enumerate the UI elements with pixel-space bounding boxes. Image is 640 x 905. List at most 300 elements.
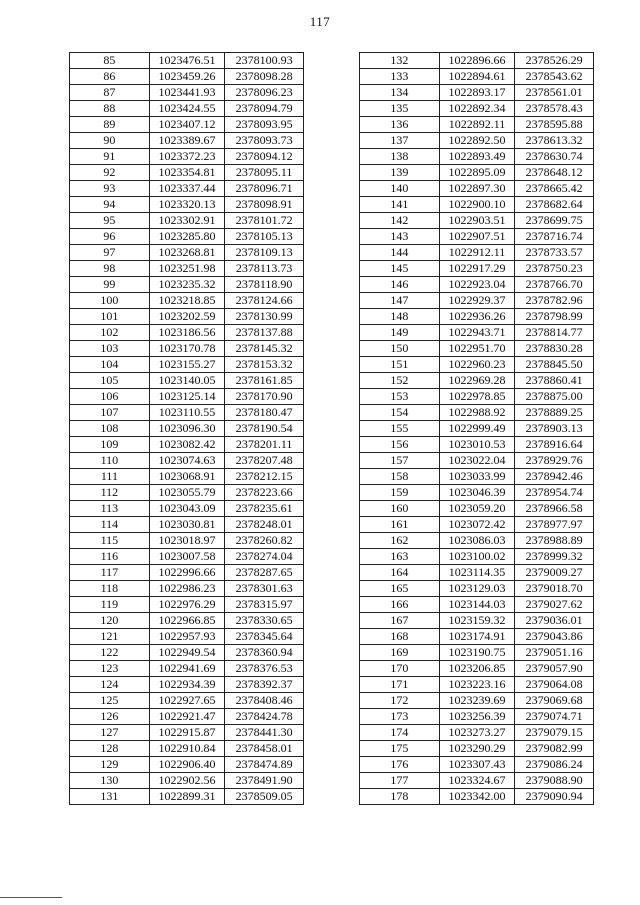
table-row — [360, 357, 594, 373]
table-row — [70, 533, 304, 549]
point-number-cell: 118 — [70, 581, 150, 597]
y-coordinate-cell: 2379086.24 — [515, 757, 594, 773]
point-number-cell: 132 — [360, 53, 440, 69]
x-coordinate-cell: 1023030.81 — [149, 517, 224, 533]
table-row — [70, 341, 304, 357]
x-coordinate-cell: 1023424.55 — [149, 101, 224, 117]
table-row — [70, 565, 304, 581]
table-row — [70, 501, 304, 517]
table-row — [360, 165, 594, 181]
table-row — [70, 757, 304, 773]
y-coordinate-cell: 2378248.01 — [225, 517, 304, 533]
y-coordinate-cell: 2379090.94 — [515, 789, 594, 805]
table-row — [360, 405, 594, 421]
table-row — [70, 597, 304, 613]
point-number-cell: 89 — [70, 117, 150, 133]
table-row — [70, 261, 304, 277]
y-coordinate-cell: 2379074.71 — [515, 709, 594, 725]
y-coordinate-cell: 2378274.04 — [225, 549, 304, 565]
y-coordinate-cell: 2378814.77 — [515, 325, 594, 341]
x-coordinate-cell: 1022978.85 — [439, 389, 514, 405]
point-number-cell: 108 — [70, 421, 150, 437]
point-number-cell: 139 — [360, 165, 440, 181]
x-coordinate-cell: 1022996.66 — [149, 565, 224, 581]
point-number-cell: 107 — [70, 405, 150, 421]
y-coordinate-cell: 2378491.90 — [225, 773, 304, 789]
point-number-cell: 177 — [360, 773, 440, 789]
table-row — [360, 453, 594, 469]
point-number-cell: 158 — [360, 469, 440, 485]
y-coordinate-cell: 2378145.32 — [225, 341, 304, 357]
x-coordinate-cell: 1022897.30 — [439, 181, 514, 197]
table-row — [70, 69, 304, 85]
x-coordinate-cell: 1023110.55 — [149, 405, 224, 421]
y-coordinate-cell: 2378118.90 — [225, 277, 304, 293]
point-number-cell: 95 — [70, 213, 150, 229]
table-row — [70, 165, 304, 181]
x-coordinate-cell: 1023273.27 — [439, 725, 514, 741]
x-coordinate-cell: 1023342.00 — [439, 789, 514, 805]
y-coordinate-cell: 2378260.82 — [225, 533, 304, 549]
point-number-cell: 122 — [70, 645, 150, 661]
x-coordinate-cell: 1023202.59 — [149, 309, 224, 325]
x-coordinate-cell: 1022949.54 — [149, 645, 224, 661]
y-coordinate-cell: 2378170.90 — [225, 389, 304, 405]
point-number-cell: 147 — [360, 293, 440, 309]
point-number-cell: 100 — [70, 293, 150, 309]
point-number-cell: 149 — [360, 325, 440, 341]
y-coordinate-cell: 2378665.42 — [515, 181, 594, 197]
table-row — [360, 661, 594, 677]
x-coordinate-cell: 1022899.31 — [149, 789, 224, 805]
table-row — [360, 149, 594, 165]
y-coordinate-cell: 2378798.99 — [515, 309, 594, 325]
x-coordinate-cell: 1022892.50 — [439, 133, 514, 149]
y-coordinate-cell: 2378526.29 — [515, 53, 594, 69]
x-coordinate-cell: 1023389.67 — [149, 133, 224, 149]
table-row — [70, 421, 304, 437]
table-row — [70, 229, 304, 245]
point-number-cell: 85 — [70, 53, 150, 69]
point-number-cell: 143 — [360, 229, 440, 245]
y-coordinate-cell: 2378137.88 — [225, 325, 304, 341]
point-number-cell: 178 — [360, 789, 440, 805]
y-coordinate-cell: 2379069.68 — [515, 693, 594, 709]
table-row — [70, 581, 304, 597]
x-coordinate-cell: 1023268.81 — [149, 245, 224, 261]
x-coordinate-cell: 1023072.42 — [439, 517, 514, 533]
x-coordinate-cell: 1023018.97 — [149, 533, 224, 549]
table-row — [360, 421, 594, 437]
point-number-cell: 99 — [70, 277, 150, 293]
y-coordinate-cell: 2378916.64 — [515, 437, 594, 453]
x-coordinate-cell: 1023068.91 — [149, 469, 224, 485]
point-number-cell: 153 — [360, 389, 440, 405]
point-number-cell: 92 — [70, 165, 150, 181]
table-row — [70, 389, 304, 405]
table-row — [360, 485, 594, 501]
x-coordinate-cell: 1023007.58 — [149, 549, 224, 565]
y-coordinate-cell: 2378100.93 — [225, 53, 304, 69]
table-row — [70, 357, 304, 373]
x-coordinate-cell: 1023372.23 — [149, 149, 224, 165]
point-number-cell: 159 — [360, 485, 440, 501]
x-coordinate-cell: 1023476.51 — [149, 53, 224, 69]
point-number-cell: 126 — [70, 709, 150, 725]
table-row — [70, 373, 304, 389]
y-coordinate-cell: 2379051.16 — [515, 645, 594, 661]
point-number-cell: 124 — [70, 677, 150, 693]
x-coordinate-cell: 1023285.80 — [149, 229, 224, 245]
point-number-cell: 101 — [70, 309, 150, 325]
coordinates-table-right — [359, 52, 594, 805]
table-row — [360, 325, 594, 341]
x-coordinate-cell: 1023059.20 — [439, 501, 514, 517]
table-row — [360, 245, 594, 261]
x-coordinate-cell: 1022896.66 — [439, 53, 514, 69]
point-number-cell: 125 — [70, 693, 150, 709]
y-coordinate-cell: 2379018.70 — [515, 581, 594, 597]
x-coordinate-cell: 1023186.56 — [149, 325, 224, 341]
table-row — [360, 645, 594, 661]
y-coordinate-cell: 2378392.37 — [225, 677, 304, 693]
point-number-cell: 119 — [70, 597, 150, 613]
point-number-cell: 121 — [70, 629, 150, 645]
x-coordinate-cell: 1022907.51 — [439, 229, 514, 245]
point-number-cell: 146 — [360, 277, 440, 293]
y-coordinate-cell: 2378716.74 — [515, 229, 594, 245]
x-coordinate-cell: 1022960.23 — [439, 357, 514, 373]
point-number-cell: 136 — [360, 117, 440, 133]
point-number-cell: 103 — [70, 341, 150, 357]
x-coordinate-cell: 1023235.32 — [149, 277, 224, 293]
y-coordinate-cell: 2378750.23 — [515, 261, 594, 277]
point-number-cell: 140 — [360, 181, 440, 197]
x-coordinate-cell: 1022957.93 — [149, 629, 224, 645]
x-coordinate-cell: 1022892.34 — [439, 101, 514, 117]
x-coordinate-cell: 1023140.05 — [149, 373, 224, 389]
point-number-cell: 144 — [360, 245, 440, 261]
y-coordinate-cell: 2378942.46 — [515, 469, 594, 485]
point-number-cell: 176 — [360, 757, 440, 773]
x-coordinate-cell: 1022902.56 — [149, 773, 224, 789]
table-row — [70, 661, 304, 677]
table-row — [70, 85, 304, 101]
table-row — [360, 85, 594, 101]
x-coordinate-cell: 1023407.12 — [149, 117, 224, 133]
table-row — [360, 773, 594, 789]
point-number-cell: 114 — [70, 517, 150, 533]
y-coordinate-cell: 2378223.66 — [225, 485, 304, 501]
table-row — [360, 309, 594, 325]
x-coordinate-cell: 1022893.17 — [439, 85, 514, 101]
point-number-cell: 172 — [360, 693, 440, 709]
table-row — [70, 629, 304, 645]
point-number-cell: 171 — [360, 677, 440, 693]
point-number-cell: 90 — [70, 133, 150, 149]
table-row — [70, 789, 304, 805]
table-row — [360, 437, 594, 453]
table-row — [360, 725, 594, 741]
x-coordinate-cell: 1022906.40 — [149, 757, 224, 773]
table-row — [360, 261, 594, 277]
table-row — [70, 293, 304, 309]
x-coordinate-cell: 1022943.71 — [439, 325, 514, 341]
y-coordinate-cell: 2378105.13 — [225, 229, 304, 245]
y-coordinate-cell: 2378682.64 — [515, 197, 594, 213]
x-coordinate-cell: 1022915.87 — [149, 725, 224, 741]
y-coordinate-cell: 2378095.11 — [225, 165, 304, 181]
y-coordinate-cell: 2378096.23 — [225, 85, 304, 101]
table-row — [360, 741, 594, 757]
point-number-cell: 117 — [70, 565, 150, 581]
y-coordinate-cell: 2379009.27 — [515, 565, 594, 581]
table-row — [360, 469, 594, 485]
point-number-cell: 104 — [70, 357, 150, 373]
table-row — [360, 549, 594, 565]
point-number-cell: 110 — [70, 453, 150, 469]
table-row — [70, 325, 304, 341]
x-coordinate-cell: 1023290.29 — [439, 741, 514, 757]
table-row — [360, 597, 594, 613]
y-coordinate-cell: 2378977.97 — [515, 517, 594, 533]
x-coordinate-cell: 1022966.85 — [149, 613, 224, 629]
table-row — [360, 133, 594, 149]
y-coordinate-cell: 2378889.25 — [515, 405, 594, 421]
table-row — [70, 677, 304, 693]
point-number-cell: 174 — [360, 725, 440, 741]
x-coordinate-cell: 1022895.09 — [439, 165, 514, 181]
table-row — [70, 245, 304, 261]
y-coordinate-cell: 2379079.15 — [515, 725, 594, 741]
point-number-cell: 87 — [70, 85, 150, 101]
x-coordinate-cell: 1023155.27 — [149, 357, 224, 373]
table-row — [360, 565, 594, 581]
table-row — [360, 677, 594, 693]
table-row — [360, 757, 594, 773]
y-coordinate-cell: 2378845.50 — [515, 357, 594, 373]
table-row — [360, 373, 594, 389]
point-number-cell: 128 — [70, 741, 150, 757]
table-row — [360, 709, 594, 725]
y-coordinate-cell: 2378766.70 — [515, 277, 594, 293]
point-number-cell: 145 — [360, 261, 440, 277]
y-coordinate-cell: 2378875.00 — [515, 389, 594, 405]
footnote-rule — [0, 897, 62, 898]
point-number-cell: 157 — [360, 453, 440, 469]
point-number-cell: 170 — [360, 661, 440, 677]
y-coordinate-cell: 2378782.96 — [515, 293, 594, 309]
point-number-cell: 156 — [360, 437, 440, 453]
y-coordinate-cell: 2378207.48 — [225, 453, 304, 469]
x-coordinate-cell: 1023022.04 — [439, 453, 514, 469]
x-coordinate-cell: 1023223.16 — [439, 677, 514, 693]
y-coordinate-cell: 2378180.47 — [225, 405, 304, 421]
page-number: 117 — [309, 14, 331, 29]
point-number-cell: 150 — [360, 341, 440, 357]
point-number-cell: 169 — [360, 645, 440, 661]
x-coordinate-cell: 1022892.11 — [439, 117, 514, 133]
point-number-cell: 131 — [70, 789, 150, 805]
table-row — [70, 405, 304, 421]
table-row — [70, 469, 304, 485]
point-number-cell: 116 — [70, 549, 150, 565]
y-coordinate-cell: 2378093.95 — [225, 117, 304, 133]
x-coordinate-cell: 1023100.02 — [439, 549, 514, 565]
y-coordinate-cell: 2378201.11 — [225, 437, 304, 453]
y-coordinate-cell: 2378999.32 — [515, 549, 594, 565]
y-coordinate-cell: 2378093.73 — [225, 133, 304, 149]
point-number-cell: 152 — [360, 373, 440, 389]
point-number-cell: 160 — [360, 501, 440, 517]
x-coordinate-cell: 1023307.43 — [439, 757, 514, 773]
x-coordinate-cell: 1022986.23 — [149, 581, 224, 597]
point-number-cell: 129 — [70, 757, 150, 773]
x-coordinate-cell: 1022936.26 — [439, 309, 514, 325]
table-row — [70, 133, 304, 149]
y-coordinate-cell: 2379082.99 — [515, 741, 594, 757]
y-coordinate-cell: 2378301.63 — [225, 581, 304, 597]
x-coordinate-cell: 1023144.03 — [439, 597, 514, 613]
point-number-cell: 112 — [70, 485, 150, 501]
x-coordinate-cell: 1022923.04 — [439, 277, 514, 293]
x-coordinate-cell: 1023251.98 — [149, 261, 224, 277]
x-coordinate-cell: 1023055.79 — [149, 485, 224, 501]
x-coordinate-cell: 1022969.28 — [439, 373, 514, 389]
y-coordinate-cell: 2378595.88 — [515, 117, 594, 133]
y-coordinate-cell: 2378860.41 — [515, 373, 594, 389]
x-coordinate-cell: 1022921.47 — [149, 709, 224, 725]
y-coordinate-cell: 2378408.46 — [225, 693, 304, 709]
table-row — [360, 181, 594, 197]
x-coordinate-cell: 1023354.81 — [149, 165, 224, 181]
point-number-cell: 175 — [360, 741, 440, 757]
x-coordinate-cell: 1023190.75 — [439, 645, 514, 661]
x-coordinate-cell: 1023096.30 — [149, 421, 224, 437]
point-number-cell: 130 — [70, 773, 150, 789]
point-number-cell: 123 — [70, 661, 150, 677]
table-row — [360, 69, 594, 85]
y-coordinate-cell: 2378094.79 — [225, 101, 304, 117]
x-coordinate-cell: 1022929.37 — [439, 293, 514, 309]
table-row — [360, 229, 594, 245]
y-coordinate-cell: 2379043.86 — [515, 629, 594, 645]
table-row — [360, 277, 594, 293]
point-number-cell: 109 — [70, 437, 150, 453]
x-coordinate-cell: 1023086.03 — [439, 533, 514, 549]
y-coordinate-cell: 2378315.97 — [225, 597, 304, 613]
x-coordinate-cell: 1022912.11 — [439, 245, 514, 261]
y-coordinate-cell: 2378543.62 — [515, 69, 594, 85]
y-coordinate-cell: 2379064.08 — [515, 677, 594, 693]
table-row — [360, 213, 594, 229]
table-row — [70, 197, 304, 213]
table-row — [360, 101, 594, 117]
y-coordinate-cell: 2378954.74 — [515, 485, 594, 501]
point-number-cell: 105 — [70, 373, 150, 389]
x-coordinate-cell: 1023074.63 — [149, 453, 224, 469]
y-coordinate-cell: 2378360.94 — [225, 645, 304, 661]
x-coordinate-cell: 1023239.69 — [439, 693, 514, 709]
table-row — [360, 613, 594, 629]
x-coordinate-cell: 1023170.78 — [149, 341, 224, 357]
x-coordinate-cell: 1023206.85 — [439, 661, 514, 677]
point-number-cell: 113 — [70, 501, 150, 517]
point-number-cell: 161 — [360, 517, 440, 533]
point-number-cell: 133 — [360, 69, 440, 85]
table-row — [70, 149, 304, 165]
y-coordinate-cell: 2378830.28 — [515, 341, 594, 357]
point-number-cell: 93 — [70, 181, 150, 197]
y-coordinate-cell: 2378613.32 — [515, 133, 594, 149]
x-coordinate-cell: 1022903.51 — [439, 213, 514, 229]
table-row — [70, 741, 304, 757]
x-coordinate-cell: 1023174.91 — [439, 629, 514, 645]
x-coordinate-cell: 1023125.14 — [149, 389, 224, 405]
table-row — [360, 197, 594, 213]
y-coordinate-cell: 2379057.90 — [515, 661, 594, 677]
table-row — [360, 517, 594, 533]
point-number-cell: 98 — [70, 261, 150, 277]
x-coordinate-cell: 1022976.29 — [149, 597, 224, 613]
x-coordinate-cell: 1023320.13 — [149, 197, 224, 213]
x-coordinate-cell: 1023043.09 — [149, 501, 224, 517]
table-row — [70, 181, 304, 197]
table-row — [360, 581, 594, 597]
x-coordinate-cell: 1023114.35 — [439, 565, 514, 581]
point-number-cell: 165 — [360, 581, 440, 597]
y-coordinate-cell: 2378648.12 — [515, 165, 594, 181]
y-coordinate-cell: 2378153.32 — [225, 357, 304, 373]
table-row — [70, 117, 304, 133]
point-number-cell: 167 — [360, 613, 440, 629]
y-coordinate-cell: 2378458.01 — [225, 741, 304, 757]
y-coordinate-cell: 2378212.15 — [225, 469, 304, 485]
point-number-cell: 88 — [70, 101, 150, 117]
x-coordinate-cell: 1022951.70 — [439, 341, 514, 357]
point-number-cell: 162 — [360, 533, 440, 549]
table-row — [70, 485, 304, 501]
x-coordinate-cell: 1023324.67 — [439, 773, 514, 789]
table-row — [70, 101, 304, 117]
y-coordinate-cell: 2378098.91 — [225, 197, 304, 213]
y-coordinate-cell: 2378578.43 — [515, 101, 594, 117]
point-number-cell: 111 — [70, 469, 150, 485]
y-coordinate-cell: 2378345.64 — [225, 629, 304, 645]
point-number-cell: 168 — [360, 629, 440, 645]
table-row — [360, 117, 594, 133]
table-row — [70, 773, 304, 789]
x-coordinate-cell: 1023033.99 — [439, 469, 514, 485]
y-coordinate-cell: 2378376.53 — [225, 661, 304, 677]
point-number-cell: 138 — [360, 149, 440, 165]
x-coordinate-cell: 1023046.39 — [439, 485, 514, 501]
point-number-cell: 134 — [360, 85, 440, 101]
table-row — [70, 53, 304, 69]
point-number-cell: 154 — [360, 405, 440, 421]
point-number-cell: 164 — [360, 565, 440, 581]
x-coordinate-cell: 1023256.39 — [439, 709, 514, 725]
table-row — [360, 629, 594, 645]
x-coordinate-cell: 1023218.85 — [149, 293, 224, 309]
coordinates-table-left — [69, 52, 304, 805]
table-row — [70, 613, 304, 629]
y-coordinate-cell: 2378130.99 — [225, 309, 304, 325]
y-coordinate-cell: 2378101.72 — [225, 213, 304, 229]
y-coordinate-cell: 2378424.78 — [225, 709, 304, 725]
table-row — [360, 693, 594, 709]
y-coordinate-cell: 2378190.54 — [225, 421, 304, 437]
